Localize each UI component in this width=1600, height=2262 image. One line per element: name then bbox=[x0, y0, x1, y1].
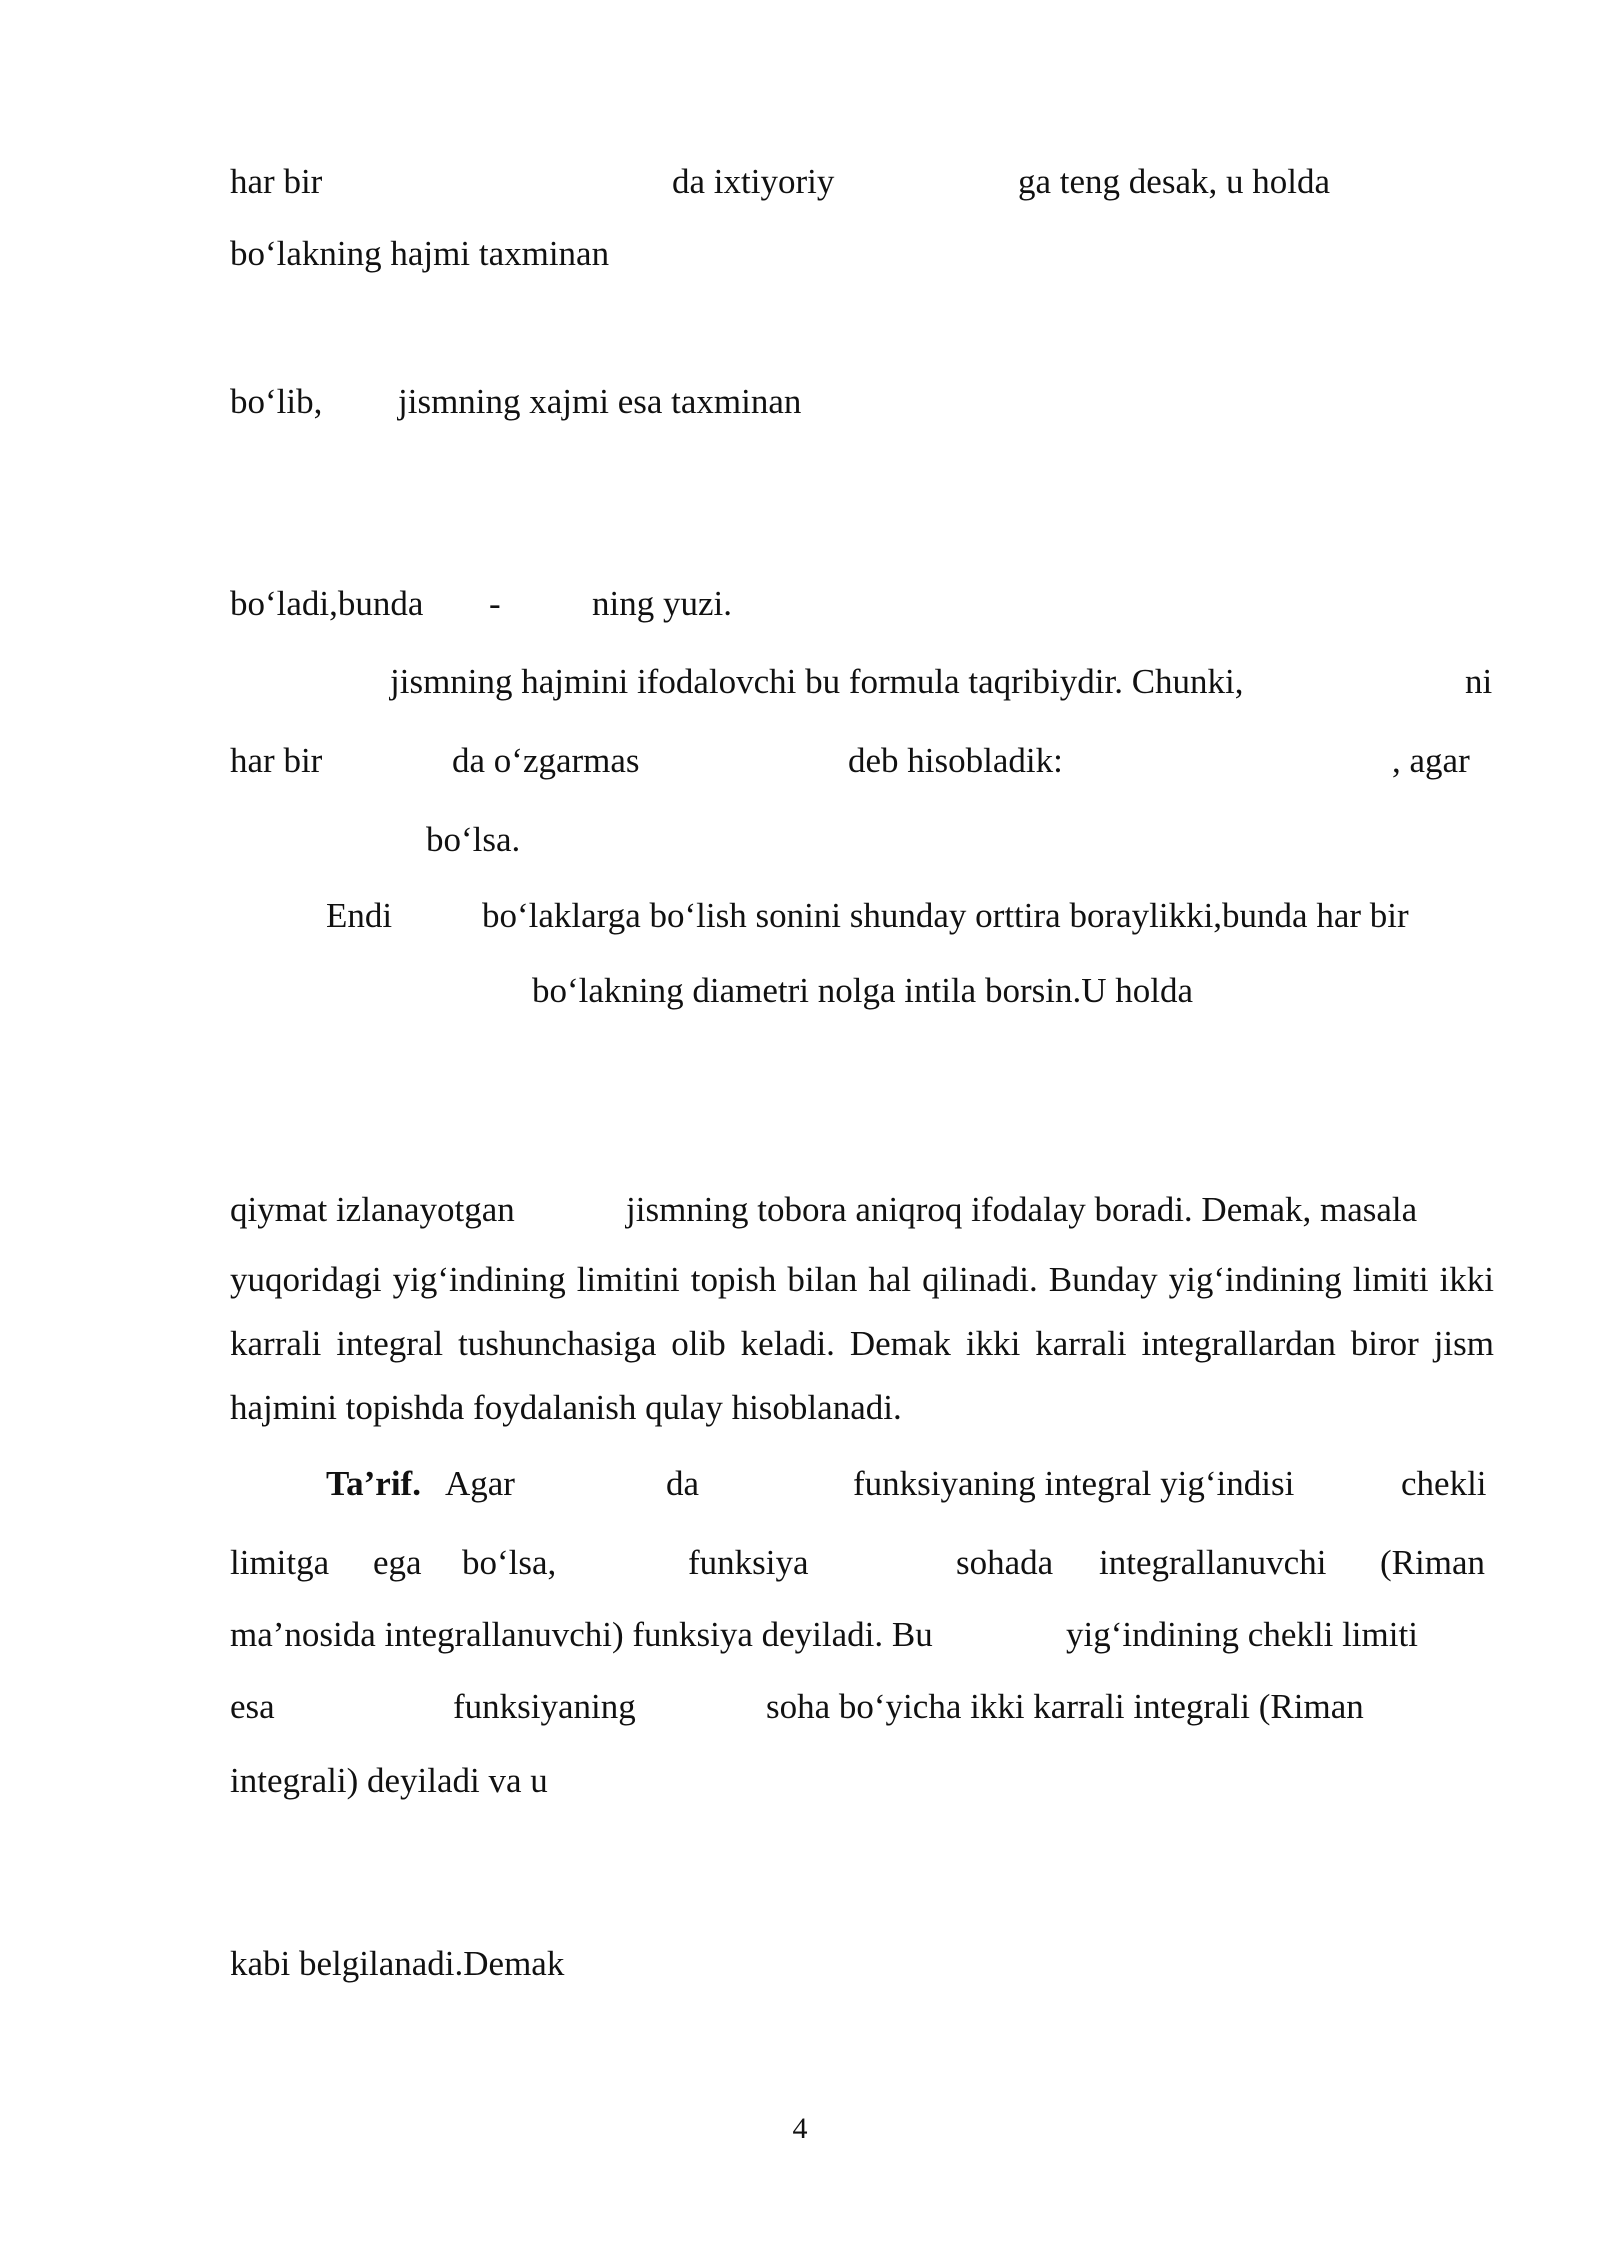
text-line-10b: jismning tobora aniqroq ifodalay boradi. Demak, masala bbox=[626, 1190, 1418, 1229]
text-line-8b: bo‘laklarga bo‘lish sonini shunday orttira boraylikki,bunda har bir bbox=[482, 896, 1409, 935]
text-line-15: integrali) deyiladi va u bbox=[230, 1761, 548, 1800]
text-line-12b: ega bbox=[373, 1543, 422, 1582]
text-line-4c: ning yuzi. bbox=[592, 584, 732, 623]
text-line-5a: jismning hajmini ifodalovchi bu formula taqribiydir. Chunki, bbox=[390, 662, 1244, 701]
text-line-6d: , agar bbox=[1392, 741, 1470, 780]
text-line-13a: ma’nosida integrallanuvchi) funksiya deyiladi. Bu bbox=[230, 1615, 933, 1654]
text-line-4a: bo‘ladi,bunda bbox=[230, 584, 424, 623]
text-line-11b: da bbox=[666, 1464, 700, 1503]
text-line-12c: bo‘lsa, bbox=[462, 1543, 557, 1582]
text-line-9: bo‘lakning diametri nolga intila borsin.U holda bbox=[532, 971, 1193, 1010]
text-line-4b: - bbox=[489, 584, 501, 623]
text-line-12e: sohada bbox=[956, 1543, 1054, 1582]
text-line-8a: Endi bbox=[326, 896, 393, 935]
text-line-11d: chekli bbox=[1401, 1464, 1487, 1503]
text-line-16: kabi belgilanadi.Demak bbox=[230, 1944, 565, 1983]
page-number: 4 bbox=[792, 2112, 808, 2145]
text-line-6c: deb hisobladik: bbox=[848, 741, 1063, 780]
text-line-2: bo‘lakning hajmi taxminan bbox=[230, 234, 610, 273]
text-line-11a: Agar bbox=[445, 1464, 515, 1503]
definition-label: Ta’rif. bbox=[326, 1464, 421, 1503]
text-line-6a: har bir bbox=[230, 741, 323, 780]
text-line-6b: da o‘zgarmas bbox=[452, 741, 640, 780]
text-line-1b: da ixtiyoriy bbox=[672, 162, 835, 201]
text-line-11c: funksiyaning integral yig‘indisi bbox=[853, 1464, 1295, 1503]
paragraph-limit: yuqoridagi yig‘indining limitini topish bilan hal qilinadi. Bunday yig‘indining limiti ikki karrali integral tushunchasiga olib keladi. Demak ikki karrali integrallardan biror jism hajmini topishda foydalanish qulay hisoblanadi. bbox=[230, 1260, 1494, 1427]
text-line-14b: funksiyaning bbox=[453, 1687, 636, 1726]
text-line-12g: (Riman bbox=[1380, 1543, 1485, 1582]
text-line-1c: ga teng desak, u holda bbox=[1018, 162, 1330, 201]
text-line-3b: jismning xajmi esa taxminan bbox=[398, 382, 802, 421]
text-line-12d: funksiya bbox=[688, 1543, 809, 1582]
text-line-5b: ni bbox=[1465, 662, 1493, 701]
text-line-10a: qiymat izlanayotgan bbox=[230, 1190, 515, 1229]
text-line-7: bo‘lsa. bbox=[426, 820, 521, 859]
text-line-13b: yig‘indining chekli limiti bbox=[1066, 1615, 1418, 1654]
text-line-1a: har bir bbox=[230, 162, 323, 201]
text-line-14a: esa bbox=[230, 1687, 275, 1726]
text-line-12a: limitga bbox=[230, 1543, 330, 1582]
text-line-14c: soha bo‘yicha ikki karrali integrali (Riman bbox=[766, 1687, 1364, 1726]
text-line-12f: integrallanuvchi bbox=[1099, 1543, 1327, 1582]
text-line-3a: bo‘lib, bbox=[230, 382, 323, 421]
